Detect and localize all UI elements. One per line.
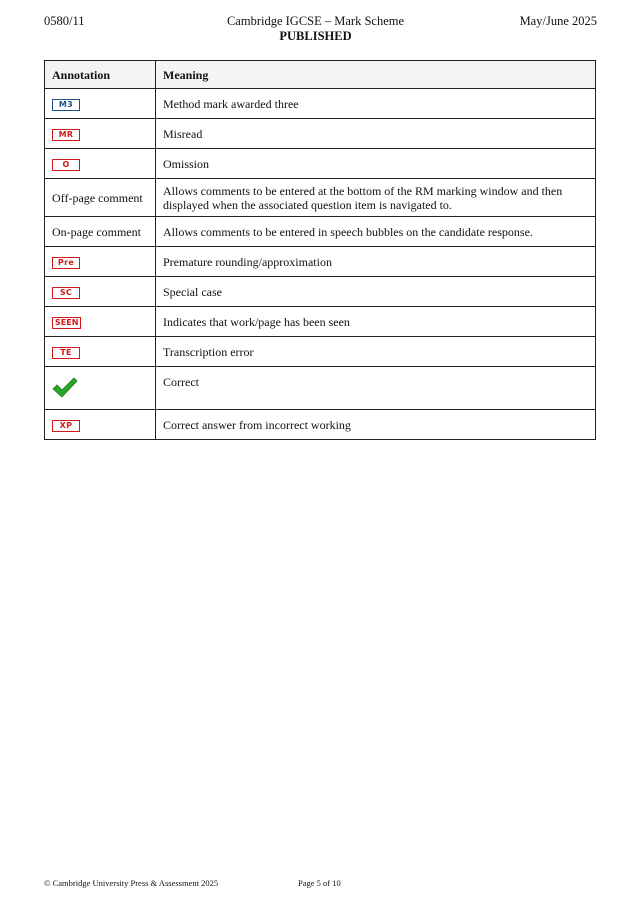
- meaning-cell: Misread: [156, 119, 596, 149]
- table-row: [45, 337, 596, 367]
- green-tick-icon: [52, 377, 78, 399]
- table-row: [45, 179, 596, 217]
- published-label: PUBLISHED: [279, 29, 352, 43]
- annotation-label: On-page comment: [45, 217, 156, 247]
- meaning-cell: Omission: [156, 149, 596, 179]
- meaning-cell: Premature rounding/approximation: [156, 247, 596, 277]
- te-stamp-icon: TE: [52, 347, 80, 359]
- table-row: [45, 217, 596, 247]
- sc-stamp-icon: SC: [52, 287, 80, 299]
- table-row: [45, 410, 596, 440]
- seen-stamp-icon: SEEN: [52, 317, 81, 329]
- paper-code: 0580/11: [44, 14, 85, 28]
- table-row: [45, 149, 596, 179]
- table-row: [45, 307, 596, 337]
- annotation-column-header: Annotation: [45, 61, 156, 89]
- meaning-cell: Allows comments to be entered at the bottom of the RM marking window and then displayed when the associated question item is navigated to.: [156, 179, 596, 217]
- mr-stamp-icon: MR: [52, 129, 80, 141]
- m3-stamp-icon: M3: [52, 99, 80, 111]
- meaning-cell: Allows comments to be entered in speech bubbles on the candidate response.: [156, 217, 596, 247]
- annotation-table: [44, 60, 596, 440]
- meaning-cell: Correct answer from incorrect working: [156, 410, 596, 440]
- document-title: Cambridge IGCSE – Mark Scheme: [226, 14, 405, 28]
- meaning-column-header: Meaning: [156, 61, 596, 89]
- table-row: [45, 367, 596, 410]
- meaning-cell: Special case: [156, 277, 596, 307]
- annotation-label: Off-page comment: [45, 179, 156, 217]
- table-row: [45, 277, 596, 307]
- meaning-cell: Transcription error: [156, 337, 596, 367]
- table-row: [45, 119, 596, 149]
- exam-session: May/June 2025: [519, 14, 597, 28]
- table-row: [45, 89, 596, 119]
- xp-stamp-icon: XP: [52, 420, 80, 432]
- omission-stamp-icon: O: [52, 159, 80, 171]
- table-header-row: [45, 61, 596, 89]
- pre-stamp-icon: Pre: [52, 257, 80, 269]
- meaning-cell: Method mark awarded three: [156, 89, 596, 119]
- meaning-cell: Correct: [156, 367, 596, 410]
- table-row: [45, 247, 596, 277]
- meaning-cell: Indicates that work/page has been seen: [156, 307, 596, 337]
- copyright-notice: © Cambridge University Press & Assessment 2025: [44, 878, 219, 888]
- page-number: Page 5 of 10: [298, 878, 341, 888]
